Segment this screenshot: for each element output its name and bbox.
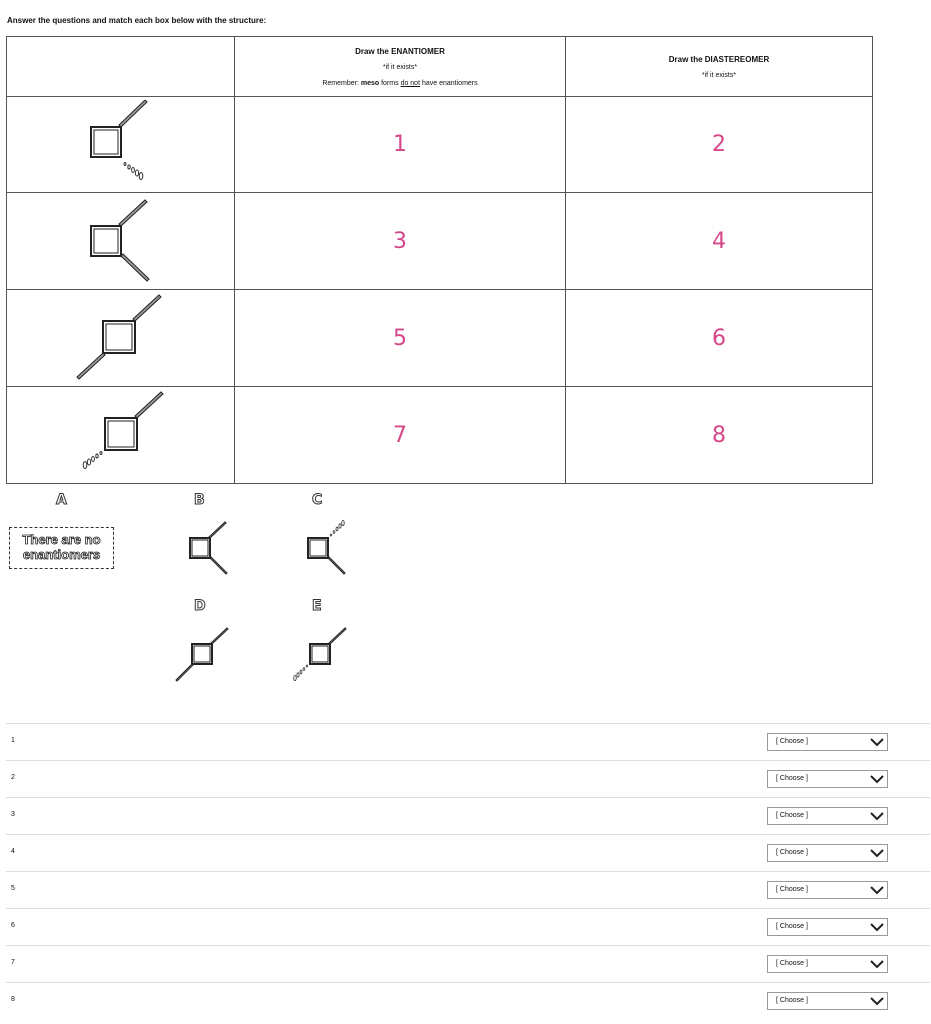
diastereomer-note: *if it exists*: [701, 71, 737, 79]
structure-table: [6, 36, 873, 484]
enantiomer-box-7: [235, 387, 566, 484]
box-number: 6: [712, 325, 726, 351]
select-value: [ Choose ]: [776, 997, 808, 1004]
structure-cell: [7, 193, 235, 290]
chevron-down-icon: [870, 737, 884, 747]
question-number: 6: [11, 922, 15, 929]
cyclobutane-wedge-hash-13-structure: [61, 390, 181, 480]
enantiomer-box-5: [235, 290, 566, 387]
chevron-down-icon: [870, 959, 884, 969]
answer-select-1[interactable]: [767, 733, 888, 751]
select-value: [ Choose ]: [776, 886, 808, 893]
answer-select-5[interactable]: [767, 881, 888, 899]
enantiomer-title: Draw the ENANTIOMER: [355, 46, 445, 56]
box-number: 4: [712, 228, 726, 254]
question-row-2: [6, 760, 930, 798]
answer-select-3[interactable]: [767, 807, 888, 825]
select-value: [ Choose ]: [776, 960, 808, 967]
option-e-label: E: [312, 598, 322, 614]
select-value: [ Choose ]: [776, 923, 808, 930]
option-c-structure: [298, 518, 358, 578]
box-number: 5: [393, 325, 407, 351]
question-number: 5: [11, 885, 15, 892]
option-c-label: C: [312, 492, 323, 508]
select-value: [ Choose ]: [776, 738, 808, 745]
question-number: 1: [11, 737, 15, 744]
question-number: 7: [11, 959, 15, 966]
chevron-down-icon: [870, 922, 884, 932]
enantiomer-box-1: [235, 97, 566, 193]
instruction-text: Answer the questions and match each box below with the structure:: [7, 16, 267, 25]
question-number: 8: [11, 996, 15, 1003]
table-row: [7, 387, 873, 484]
box-number: 8: [712, 422, 726, 448]
answer-select-2[interactable]: [767, 770, 888, 788]
question-number: 2: [11, 774, 15, 781]
option-d-structure: [172, 626, 232, 686]
option-d-label: D: [194, 598, 206, 614]
enantiomer-box-3: [235, 193, 566, 290]
diastereomer-box-2: [566, 97, 873, 193]
diastereomer-title: Draw the DIASTEREOMER: [668, 54, 770, 64]
structure-cell: [7, 387, 235, 484]
diastereomer-box-4: [566, 193, 873, 290]
diastereomer-header: [566, 37, 873, 97]
question-number: 4: [11, 848, 15, 855]
question-row-3: [6, 797, 930, 835]
option-b-structure: [180, 518, 240, 578]
structure-cell: [7, 290, 235, 387]
chevron-down-icon: [870, 774, 884, 784]
answer-select-4[interactable]: [767, 844, 888, 862]
table-row: [7, 193, 873, 290]
cyclobutane-cis-wedge-structure: [61, 196, 181, 286]
question-number: 3: [11, 811, 15, 818]
question-row-7: [6, 945, 930, 983]
answer-select-8[interactable]: [767, 992, 888, 1010]
chevron-down-icon: [870, 885, 884, 895]
option-a-text-line1: There are no: [22, 532, 101, 547]
box-number: 2: [712, 132, 726, 157]
header-row: [7, 37, 873, 97]
box-number: 7: [393, 422, 407, 448]
enantiomer-header: [235, 37, 566, 97]
chevron-down-icon: [870, 996, 884, 1006]
cyclobutane-trans-wedge-structure: [61, 293, 181, 383]
chevron-down-icon: [870, 811, 884, 821]
question-row-6: [6, 908, 930, 946]
chevron-down-icon: [870, 848, 884, 858]
select-value: [ Choose ]: [776, 812, 808, 819]
table-row: [7, 290, 873, 387]
option-b-label: B: [194, 492, 205, 508]
question-row-8: [6, 982, 930, 1020]
meso-reminder: Remember: meso forms do not have enantiomers: [322, 79, 478, 87]
select-value: [ Choose ]: [776, 849, 808, 856]
option-a-label: A: [56, 492, 67, 508]
question-row-4: [6, 834, 930, 872]
option-a-no-enantiomers: [9, 527, 114, 569]
option-e-structure: [290, 626, 350, 686]
header-empty-cell: [7, 37, 235, 97]
enantiomer-note: *if it exists*: [382, 63, 418, 71]
cyclobutane-wedge-hash-structure: [61, 100, 181, 190]
box-number: 3: [393, 228, 407, 254]
box-number: 1: [393, 132, 407, 157]
answer-select-7[interactable]: [767, 955, 888, 973]
diastereomer-box-6: [566, 290, 873, 387]
answer-select-6[interactable]: [767, 918, 888, 936]
question-row-1: [6, 723, 930, 761]
question-row-5: [6, 871, 930, 909]
option-a-text-line2: enantiomers: [22, 547, 101, 562]
structure-cell: [7, 97, 235, 193]
select-value: [ Choose ]: [776, 775, 808, 782]
table-row: [7, 97, 873, 193]
diastereomer-box-8: [566, 387, 873, 484]
